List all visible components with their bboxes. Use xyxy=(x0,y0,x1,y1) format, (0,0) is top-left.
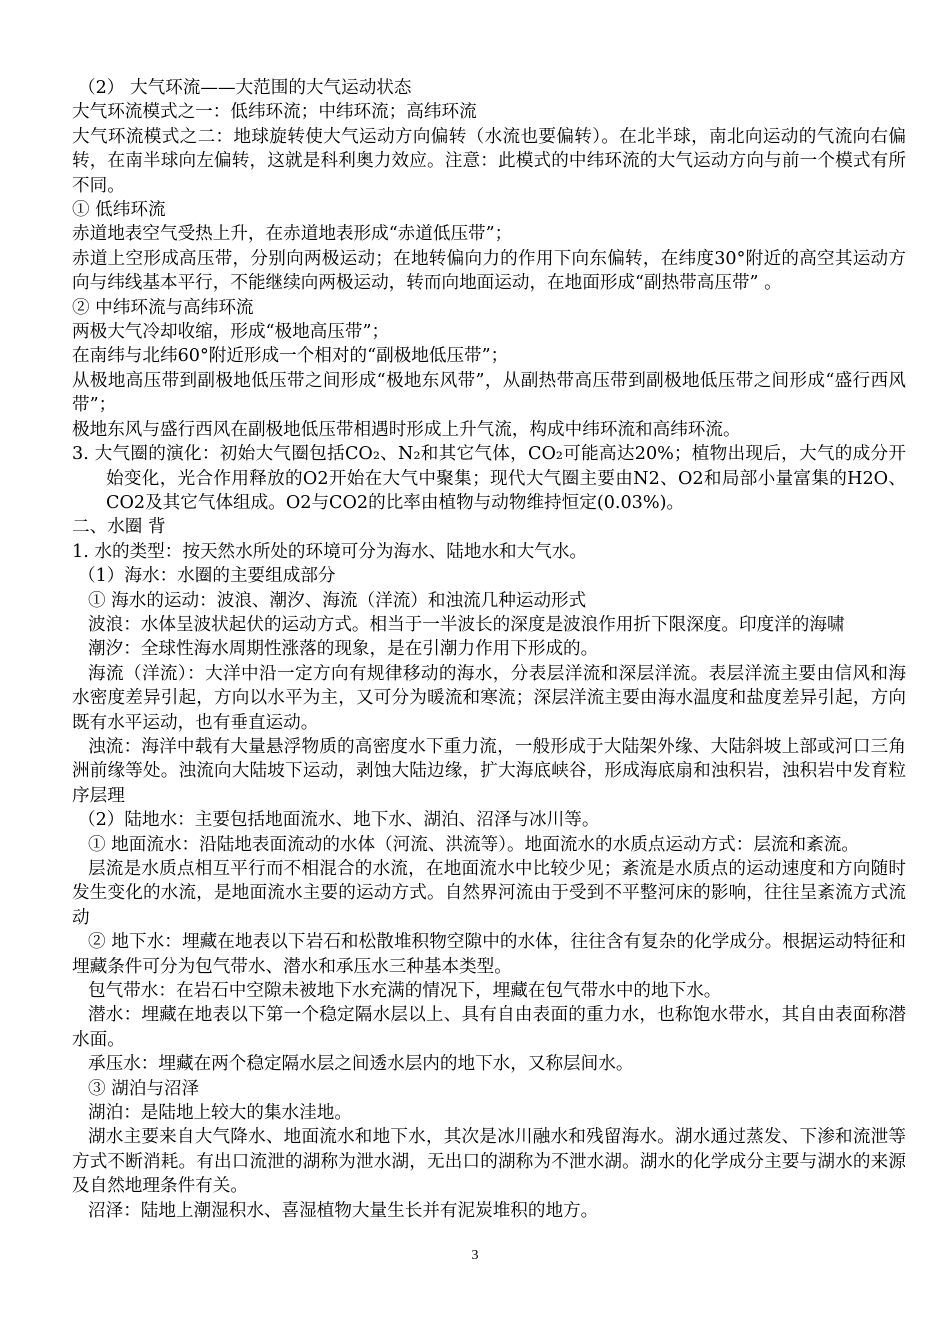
paragraph-lake-water: 湖水主要来自大气降水、地面流水和地下水，其次是冰川融水和残留海水。湖水通过蒸发、下渗和流泄等方式不断消耗。有出口流泄的湖称为泄水湖，无出口的湖称为不泄水湖。湖水的化学成分主要与湖水的来源及自然地理条件有关。 xyxy=(72,1127,906,1197)
paragraph-waves: 波浪：水体呈波状起伏的运动方式。相当于一半波长的深度是波浪作用折下限深度。印度洋的海啸 xyxy=(88,614,845,635)
subheading-seawater: （1）海水：水圈的主要组成部分 xyxy=(78,566,336,587)
subheading-seawater-motion: ① 海水的运动：波浪、潮汐、海流（洋流）和浊流几种运动形式 xyxy=(88,590,587,611)
paragraph-swamps: 沼泽：陆地上潮湿积水、喜湿植物大量生长并有泥炭堆积的地方。 xyxy=(88,1200,599,1221)
paragraph-ocean-currents: 海流（洋流）：大洋中沿一定方向有规律移动的海水，分表层洋流和深层洋流。表层洋流主要由信风和海水密度差异引起，方向以水平为主，又可分为暖流和寒流；深层洋流主要由海水温度和盐度差异引起，方向既有水平运动，也有垂直运动。 xyxy=(72,663,906,733)
subheading-lakes-swamps: ③ 湖泊与沼泽 xyxy=(88,1078,200,1099)
paragraph-lakes: 湖泊：是陆地上较大的集水洼地。 xyxy=(88,1103,352,1124)
paragraph-tides: 潮汐：全球性海水周期性涨落的现象，是在引潮力作用下形成的。 xyxy=(88,639,599,660)
paragraph-phreatic-water: 潜水：埋藏在地表以下第一个稳定隔水层以上、具有自由表面的重力水，也称饱水带水，其自由表面称潜水面。 xyxy=(72,1005,906,1050)
subheading-mid-high-latitude-circulation: ② 中纬环流与高纬环流 xyxy=(72,297,254,318)
paragraph-confined-water: 承压水：埋藏在两个稳定隔水层之间透水层内的地下水，又称层间水。 xyxy=(88,1054,634,1075)
paragraph-vadose-water: 包气带水：在岩石中空隙未被地下水充满的情况下，埋藏在包气带水中的地下水。 xyxy=(88,981,722,1002)
paragraph-water-types: 1. 水的类型：按天然水所处的环境可分为海水、陆地水和大气水。 xyxy=(72,541,588,562)
paragraph-groundwater: ② 地下水：埋藏在地表以下岩石和松散堆积物空隙中的水体，往往含有复杂的化学成分。根据运动特征和埋藏条件可分为包气带水、潜水和承压水三种基本类型。 xyxy=(72,932,906,977)
subheading-surface-runoff: ① 地面流水：沿陆地表面流动的水体（河流、洪流等）。地面流水的水质点运动方式：层流和紊流。 xyxy=(88,834,859,855)
paragraph-circulation-model-1: 大气环流模式之一：低纬环流；中纬环流；高纬环流 xyxy=(72,102,477,123)
paragraph-laminar-turbulent: 层流是水质点相互平行而不相混合的水流，在地面流水中比较少见；紊流是水质点的运动速度和方向随时发生变化的水流，是地面流水主要的运动方式。自然界河流由于受到不平整河床的影响，往往呈紊流方式流动 xyxy=(72,859,906,928)
subheading-land-water: （2）陆地水：主要包括地面流水、地下水、湖泊、沼泽与冰川等。 xyxy=(78,810,600,831)
page-number: 3 xyxy=(471,1248,479,1263)
paragraph-atmosphere-evolution: 3. 大气圈的演化：初始大气圈包括CO₂、N₂和其它气体，CO₂可能高达20%；植物出现后，大气的成分开始变化，光合作用释放的O2开始在大气中聚集；现代大气圈主要由N2、O2和局部小量富集的H2O、CO2及其它气体组成。O2与CO2的比率由植物与动物维持恒定(0.03%)。 xyxy=(72,444,906,513)
paragraph-rising-airflow: 极地东风与盛行西风在副极地低压带相遇时形成上升气流，构成中纬环流和高纬环流。 xyxy=(72,419,741,440)
section-heading-hydrosphere: 二、水圈 背 xyxy=(72,517,166,538)
subheading-low-latitude-circulation: ① 低纬环流 xyxy=(72,200,166,221)
document-body xyxy=(72,76,906,1223)
paragraph-subtropical-high: 赤道上空形成高压带，分别向两极运动；在地转偏向力的作用下向东偏转，在纬度30°附近的高空其运动方向与纬线基本平行，不能继续向两极运动，转而向地面运动，在地面形成“副热带高压带” 。 xyxy=(72,248,906,294)
paragraph-circulation-model-2: 大气环流模式之二：地球旋转使大气运动方向偏转（水流也要偏转）。在北半球，南北向运动的气流向右偏转，在南半球向左偏转，这就是科利奥力效应。注意：此模式的中纬环流的大气运动方向与前一个模式有所不同。 xyxy=(72,126,906,196)
paragraph-turbidity-currents: 浊流：海洋中载有大量悬浮物质的高密度水下重力流，一般形成于大陆架外缘、大陆斜坡上部或河口三角洲前缘等处。浊流向大陆坡下运动，剥蚀大陆边缘，扩大海底峡谷，形成海底扇和浊积岩，浊积岩中发育粒序层理 xyxy=(72,736,906,806)
paragraph-wind-belts: 从极地高压带到副极地低压带之间形成“极地东风带”，从副热带高压带到副极地低压带之间形成“盛行西风带”； xyxy=(72,370,906,416)
paragraph-subpolar-low: 在南纬与北纬60°附近形成一个相对的“副极地低压带”； xyxy=(72,346,509,367)
section-heading-atmospheric-circulation: （2） 大气环流——大范围的大气运动状态 xyxy=(78,78,412,98)
paragraph-equatorial-low: 赤道地表空气受热上升，在赤道地表形成“赤道低压带”； xyxy=(72,224,513,245)
paragraph-polar-high: 两极大气冷却收缩，形成“极地高压带”； xyxy=(72,322,390,343)
